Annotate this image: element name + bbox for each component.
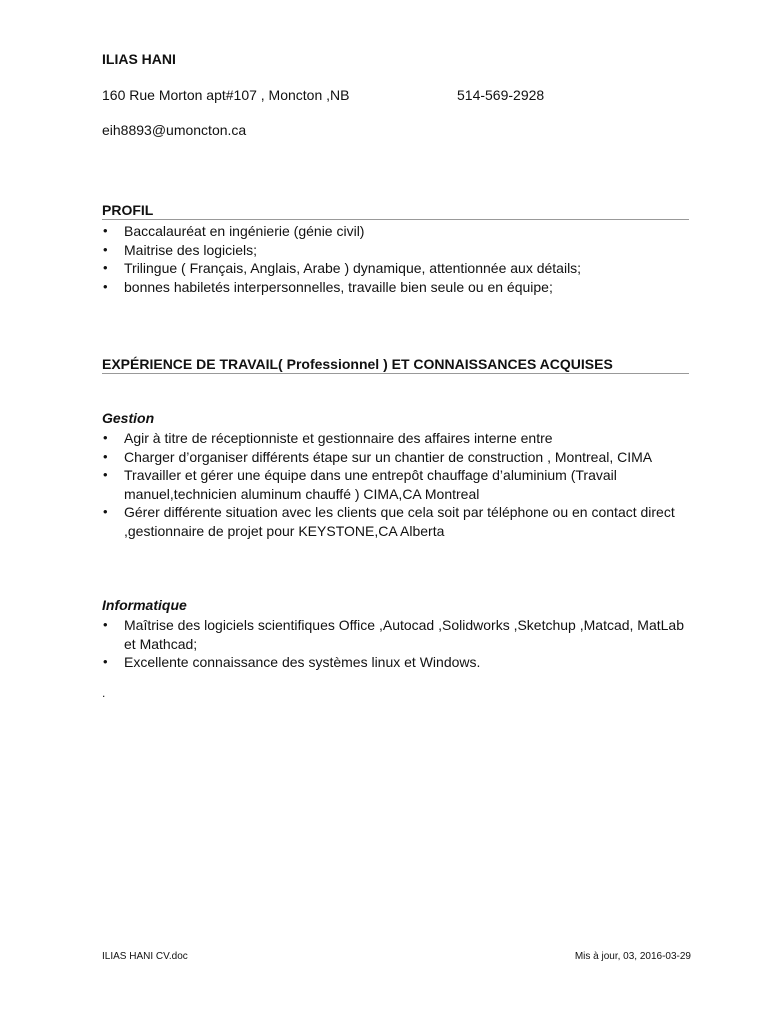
- phone-number: 514-569-2928: [457, 87, 545, 103]
- footer-filename: ILIAS HANI CV.doc: [102, 951, 188, 962]
- list-item: • Maitrise des logiciels;: [102, 241, 692, 260]
- footer-updated-date: Mis à jour, 03, 2016-03-29: [574, 951, 691, 962]
- list-item: • Excellente connaissance des systèmes linux et Windows.: [102, 653, 692, 672]
- trailing-dot: .: [102, 686, 106, 700]
- list-item: • Agir à titre de réceptionniste et gestionnaire des affaires interne entre: [102, 429, 692, 448]
- section-title-profil: PROFIL: [102, 202, 689, 220]
- address: 160 Rue Morton apt#107 , Moncton ,NB: [102, 87, 350, 103]
- list-item: • Baccalauréat en ingénierie (génie civil): [102, 222, 692, 241]
- list-item: • Trilingue ( Français, Anglais, Arabe ) dynamique, attentionnée aux détails;: [102, 259, 692, 278]
- list-item: • bonnes habiletés interpersonnelles, travaille bien seule ou en équipe;: [102, 278, 692, 297]
- list-item: • Charger d’organiser différents étape sur un chantier de construction , Montreal, CIMA: [102, 448, 692, 467]
- list-item: • Maîtrise des logiciels scientifiques Office ,Autocad ,Solidworks ,Sketchup ,Matcad, MatLab et Mathcad;: [102, 616, 692, 653]
- gestion-list: [102, 429, 692, 540]
- email-address: eih8893@umoncton.ca: [102, 122, 247, 138]
- section-title-experience: EXPÉRIENCE DE TRAVAIL( Professionnel ) ET CONNAISSANCES ACQUISES: [102, 356, 689, 374]
- list-item: • Gérer différente situation avec les clients que cela soit par téléphone ou en contact direct ,gestionnaire de projet pour KEYSTONE,CA Alberta: [102, 503, 692, 540]
- informatique-list: [102, 616, 692, 672]
- subheading-informatique: Informatique: [102, 597, 187, 613]
- candidate-name: ILIAS HANI: [102, 51, 176, 67]
- profil-list: [102, 222, 692, 296]
- list-item: • Travailler et gérer une équipe dans une entrepôt chauffage d’aluminium (Travail manuel,technicien aluminum chauffé ) CIMA,CA Montreal: [102, 466, 692, 503]
- subheading-gestion: Gestion: [102, 410, 155, 426]
